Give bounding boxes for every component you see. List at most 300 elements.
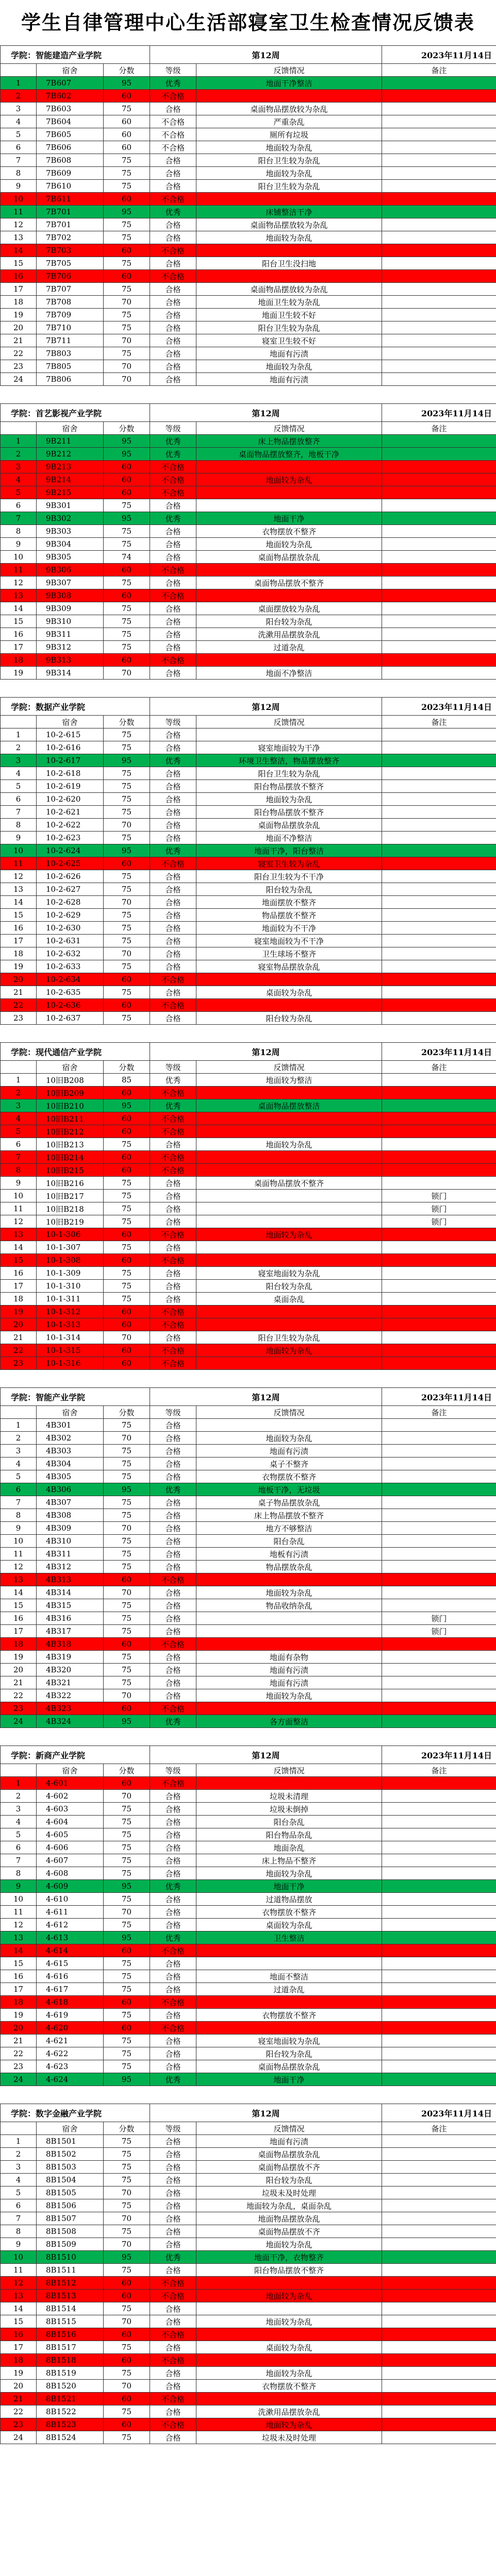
- room-number: 8B1513: [37, 2290, 104, 2302]
- feedback: 地面较为杂乱: [196, 141, 382, 154]
- table-row: [1, 999, 496, 1012]
- table-row: [1, 1419, 496, 1432]
- remark: [382, 806, 496, 819]
- room-number: 4-619: [37, 2009, 104, 2022]
- grade: 合格: [150, 819, 196, 832]
- table-row: [1, 103, 496, 115]
- column-header-index: [1, 1764, 37, 1777]
- room-number: 7B711: [37, 334, 104, 347]
- remark: [382, 1164, 496, 1177]
- row-index: 21: [1, 1331, 37, 1344]
- room-number: 8B1508: [37, 2225, 104, 2238]
- feedback: 衣物摆放不整齐: [196, 1470, 382, 1483]
- row-index: 17: [1, 283, 37, 296]
- feedback: 桌子物品摆放杂乱: [196, 1496, 382, 1509]
- grade: 优秀: [150, 754, 196, 767]
- table-row: [1, 2047, 496, 2060]
- score: 75: [104, 1816, 150, 1828]
- column-header-room: 宿舍: [37, 422, 104, 435]
- score: 60: [104, 2277, 150, 2290]
- grade: 合格: [150, 2174, 196, 2187]
- room-number: 9B309: [37, 602, 104, 615]
- remark: [382, 1676, 496, 1689]
- table-row: [1, 373, 496, 386]
- grade: 合格: [150, 1267, 196, 1280]
- score: 60: [104, 461, 150, 473]
- table-row: [1, 2199, 496, 2212]
- room-number: 10旧B217: [37, 1190, 104, 1202]
- room-number: 8B1524: [37, 2431, 104, 2444]
- remark: [382, 103, 496, 115]
- room-number: 7B709: [37, 309, 104, 321]
- table-row: [1, 2009, 496, 2022]
- table-row: [1, 1074, 496, 1087]
- room-number: 4-624: [37, 2073, 104, 2086]
- score: 75: [104, 1651, 150, 1664]
- grade: 不合格: [150, 1638, 196, 1651]
- grade: 合格: [150, 499, 196, 512]
- row-index: 3: [1, 754, 37, 767]
- score: 70: [104, 896, 150, 909]
- column-header-score: 分数: [104, 2122, 150, 2135]
- college-section: [0, 697, 496, 1025]
- table-row: [1, 1599, 496, 1612]
- table-row: [1, 960, 496, 973]
- remark: [382, 909, 496, 922]
- column-header-feedback: 反馈情况: [196, 2122, 382, 2135]
- room-number: 4B311: [37, 1548, 104, 1561]
- remark: [382, 2431, 496, 2444]
- table-row: [1, 2405, 496, 2418]
- remark: [382, 309, 496, 321]
- table-row: [1, 154, 496, 167]
- room-number: 10-2-634: [37, 973, 104, 986]
- grade: 优秀: [150, 1099, 196, 1112]
- row-index: 2: [1, 1087, 37, 1099]
- feedback: 桌面物品摆放不齐: [196, 2161, 382, 2174]
- feedback: [196, 728, 382, 741]
- grade: 优秀: [150, 512, 196, 525]
- row-index: 1: [1, 1074, 37, 1087]
- room-number: 4B324: [37, 1715, 104, 1728]
- column-header-index: [1, 422, 37, 435]
- room-number: 10-1-315: [37, 1344, 104, 1357]
- column-header-grade: 等级: [150, 1406, 196, 1419]
- row-index: 22: [1, 1689, 37, 1702]
- remark: [382, 1331, 496, 1344]
- feedback: 地面干净: [196, 512, 382, 525]
- remark: [382, 499, 496, 512]
- remark: [382, 1470, 496, 1483]
- feedback: 地面较为杂乱: [196, 1138, 382, 1151]
- feedback: 桌面摆放较为杂乱: [196, 602, 382, 615]
- row-index: 1: [1, 1777, 37, 1790]
- feedback: 阳台较为杂乱: [196, 1012, 382, 1025]
- feedback: 地面有污渍: [196, 1445, 382, 1458]
- room-number: 7B611: [37, 193, 104, 206]
- grade: 合格: [150, 360, 196, 373]
- column-header-score: 分数: [104, 1406, 150, 1419]
- room-number: 10旧B214: [37, 1151, 104, 1164]
- row-index: 12: [1, 2277, 37, 2290]
- grade: 合格: [150, 1432, 196, 1445]
- remark: [382, 2161, 496, 2174]
- grade: 合格: [150, 1893, 196, 1906]
- row-index: 21: [1, 334, 37, 347]
- row-index: 7: [1, 1854, 37, 1867]
- feedback: 地面干净，阳台整洁: [196, 844, 382, 857]
- grade: 不合格: [150, 115, 196, 128]
- row-index: 7: [1, 806, 37, 819]
- room-number: 8B1512: [37, 2277, 104, 2290]
- grade: 不合格: [150, 1151, 196, 1164]
- table-row: [1, 2341, 496, 2354]
- row-index: 10: [1, 551, 37, 564]
- room-number: 10-1-307: [37, 1241, 104, 1254]
- feedback: [196, 1087, 382, 1099]
- table-row: [1, 1970, 496, 1983]
- feedback: [196, 1777, 382, 1790]
- remark: [382, 1151, 496, 1164]
- score: 75: [104, 2341, 150, 2354]
- table-row: [1, 1496, 496, 1509]
- row-index: 11: [1, 1202, 37, 1215]
- date-label: 2023年11月14日: [382, 1746, 496, 1764]
- feedback: [196, 1612, 382, 1625]
- table-row: [1, 1561, 496, 1573]
- remark: [382, 2035, 496, 2047]
- feedback: 地面不净整洁: [196, 667, 382, 680]
- score: 75: [104, 1983, 150, 1996]
- room-number: 8B1507: [37, 2212, 104, 2225]
- row-index: 3: [1, 461, 37, 473]
- row-index: 11: [1, 564, 37, 577]
- score: 60: [104, 1702, 150, 1715]
- grade: 不合格: [150, 2418, 196, 2431]
- room-number: 4-616: [37, 1970, 104, 1983]
- room-number: 10-1-310: [37, 1280, 104, 1293]
- score: 75: [104, 283, 150, 296]
- row-index: 23: [1, 1357, 37, 1370]
- grade: 合格: [150, 1241, 196, 1254]
- row-index: 7: [1, 2212, 37, 2225]
- table-row: [1, 1087, 496, 1099]
- score: 75: [104, 1496, 150, 1509]
- room-number: 9B306: [37, 564, 104, 577]
- remark: [382, 1509, 496, 1522]
- grade: 合格: [150, 728, 196, 741]
- score: 60: [104, 128, 150, 141]
- room-number: 4B312: [37, 1561, 104, 1573]
- row-index: 15: [1, 1957, 37, 1970]
- row-index: 1: [1, 77, 37, 90]
- grade: 合格: [150, 321, 196, 334]
- table-row: [1, 1854, 496, 1867]
- row-index: 4: [1, 767, 37, 780]
- score: 75: [104, 793, 150, 806]
- room-number: 8B1520: [37, 2380, 104, 2393]
- remark: 锁门: [382, 1202, 496, 1215]
- remark: [382, 832, 496, 844]
- row-index: 16: [1, 270, 37, 283]
- table-row: [1, 1841, 496, 1854]
- room-number: 4B315: [37, 1599, 104, 1612]
- score: 75: [104, 2135, 150, 2148]
- score: 60: [104, 2328, 150, 2341]
- room-number: 4B322: [37, 1689, 104, 1702]
- grade: 合格: [150, 1689, 196, 1702]
- room-number: 10旧B219: [37, 1215, 104, 1228]
- room-number: 9B312: [37, 641, 104, 654]
- grade: 合格: [150, 1651, 196, 1664]
- row-index: 20: [1, 321, 37, 334]
- remark: [382, 667, 496, 680]
- score: 95: [104, 1880, 150, 1893]
- row-index: 1: [1, 728, 37, 741]
- grade: 合格: [150, 2009, 196, 2022]
- remark: [382, 1254, 496, 1267]
- feedback: 地板有污渍: [196, 1548, 382, 1561]
- table-row: [1, 1445, 496, 1458]
- grade: 合格: [150, 806, 196, 819]
- table-row: [1, 1306, 496, 1318]
- college-name: 学院：智能产业学院: [1, 1388, 150, 1406]
- table-row: [1, 667, 496, 680]
- score: 95: [104, 1099, 150, 1112]
- score: 75: [104, 832, 150, 844]
- column-header-index: [1, 716, 37, 728]
- grade: 不合格: [150, 1306, 196, 1318]
- feedback: [196, 2328, 382, 2341]
- remark: [382, 1074, 496, 1087]
- room-number: 7B603: [37, 103, 104, 115]
- grade: 合格: [150, 2238, 196, 2251]
- row-index: 2: [1, 90, 37, 103]
- score: 60: [104, 244, 150, 257]
- column-header-grade: 等级: [150, 422, 196, 435]
- table-row: [1, 577, 496, 589]
- room-number: 4B314: [37, 1586, 104, 1599]
- table-row: [1, 767, 496, 780]
- remark: [382, 1919, 496, 1931]
- grade: 合格: [150, 1625, 196, 1638]
- remark: [382, 283, 496, 296]
- row-index: 14: [1, 896, 37, 909]
- score: 75: [104, 1012, 150, 1025]
- table-row: [1, 347, 496, 360]
- remark: [382, 193, 496, 206]
- column-header-score: 分数: [104, 422, 150, 435]
- room-number: 10-2-618: [37, 767, 104, 780]
- row-index: 2: [1, 2148, 37, 2161]
- feedback: 寝室地面较为不干净: [196, 935, 382, 947]
- grade: 不合格: [150, 654, 196, 667]
- remark: [382, 90, 496, 103]
- score: 95: [104, 1483, 150, 1496]
- row-index: 23: [1, 2060, 37, 2073]
- row-index: 13: [1, 231, 37, 244]
- row-index: 3: [1, 1803, 37, 1816]
- score: 75: [104, 2009, 150, 2022]
- column-header-remark: 备注: [382, 2122, 496, 2135]
- grade: 不合格: [150, 486, 196, 499]
- grade: 合格: [150, 1612, 196, 1625]
- row-index: 5: [1, 128, 37, 141]
- score: 75: [104, 2174, 150, 2187]
- feedback: 阳台卫生较为杂乱: [196, 154, 382, 167]
- table-row: [1, 602, 496, 615]
- score: 70: [104, 1689, 150, 1702]
- room-number: 10旧B215: [37, 1164, 104, 1177]
- table-row: [1, 615, 496, 628]
- remark: [382, 857, 496, 870]
- score: 75: [104, 767, 150, 780]
- room-number: 4B305: [37, 1470, 104, 1483]
- row-index: 11: [1, 206, 37, 218]
- college-name: 学院：数据产业学院: [1, 698, 150, 716]
- feedback: 地面较为杂乱: [196, 2367, 382, 2380]
- room-number: 4-606: [37, 1841, 104, 1854]
- remark: [382, 1561, 496, 1573]
- feedback: [196, 1318, 382, 1331]
- row-index: 16: [1, 1612, 37, 1625]
- feedback: 地面卫生较不好: [196, 309, 382, 321]
- score: 75: [104, 1803, 150, 1816]
- remark: [382, 1344, 496, 1357]
- table-row: [1, 538, 496, 551]
- row-index: 22: [1, 2047, 37, 2060]
- remark: [382, 1664, 496, 1676]
- room-number: 8B1518: [37, 2354, 104, 2367]
- room-number: 10-2-621: [37, 806, 104, 819]
- feedback: 地面干净: [196, 1880, 382, 1893]
- room-number: 10-2-616: [37, 741, 104, 754]
- row-index: 2: [1, 741, 37, 754]
- remark: [382, 1841, 496, 1854]
- room-number: 9B314: [37, 667, 104, 680]
- feedback: 寝室卫生较为杂乱: [196, 857, 382, 870]
- feedback: 地面较为杂乱: [196, 473, 382, 486]
- score: 60: [104, 1777, 150, 1790]
- remark: [382, 1573, 496, 1586]
- feedback: [196, 2277, 382, 2290]
- row-index: 17: [1, 1983, 37, 1996]
- table-row: [1, 257, 496, 270]
- grade: 合格: [150, 283, 196, 296]
- row-index: 10: [1, 193, 37, 206]
- room-number: 8B1523: [37, 2418, 104, 2431]
- table-row: [1, 973, 496, 986]
- remark: [382, 1087, 496, 1099]
- grade: 合格: [150, 2135, 196, 2148]
- grade: 不合格: [150, 1357, 196, 1370]
- score: 75: [104, 1293, 150, 1306]
- feedback: [196, 2022, 382, 2035]
- room-number: 4B304: [37, 1458, 104, 1470]
- row-index: 5: [1, 1470, 37, 1483]
- score: 60: [104, 473, 150, 486]
- row-index: 13: [1, 883, 37, 896]
- room-number: 4-604: [37, 1816, 104, 1828]
- table-row: [1, 1957, 496, 1970]
- row-index: 20: [1, 973, 37, 986]
- grade: 合格: [150, 577, 196, 589]
- score: 75: [104, 1561, 150, 1573]
- score: 75: [104, 1599, 150, 1612]
- section-header-row: [1, 404, 496, 422]
- score: 60: [104, 2393, 150, 2405]
- feedback: [196, 973, 382, 986]
- section-header-row: [1, 698, 496, 716]
- table-row: [1, 2187, 496, 2199]
- table-row: [1, 780, 496, 793]
- score: 60: [104, 589, 150, 602]
- table-row: [1, 321, 496, 334]
- room-number: 4B303: [37, 1445, 104, 1458]
- table-row: [1, 947, 496, 960]
- remark: [382, 2174, 496, 2187]
- table-row: [1, 1125, 496, 1138]
- remark: [382, 1458, 496, 1470]
- row-index: 20: [1, 2380, 37, 2393]
- column-header-remark: 备注: [382, 716, 496, 728]
- room-number: 10-1-311: [37, 1293, 104, 1306]
- room-number: 8B1519: [37, 2367, 104, 2380]
- score: 75: [104, 615, 150, 628]
- table-row: [1, 654, 496, 667]
- feedback: 阳台较为杂乱: [196, 1280, 382, 1293]
- column-header-feedback: 反馈情况: [196, 1061, 382, 1074]
- row-index: 11: [1, 1906, 37, 1919]
- score: 75: [104, 2047, 150, 2060]
- feedback: 物品收纳杂乱: [196, 1599, 382, 1612]
- grade: 合格: [150, 2302, 196, 2315]
- room-number: 4-610: [37, 1893, 104, 1906]
- row-index: 12: [1, 1561, 37, 1573]
- remark: [382, 2212, 496, 2225]
- room-number: 10-1-312: [37, 1306, 104, 1318]
- score: 60: [104, 1318, 150, 1331]
- grade: 合格: [150, 2212, 196, 2225]
- table-row: [1, 1790, 496, 1803]
- grade: 合格: [150, 1458, 196, 1470]
- table-row: [1, 2393, 496, 2405]
- grade: 合格: [150, 1331, 196, 1344]
- grade: 合格: [150, 2380, 196, 2393]
- table-row: [1, 1535, 496, 1548]
- score: 75: [104, 1202, 150, 1215]
- remark: [382, 2367, 496, 2380]
- feedback: 桌面较为杂乱: [196, 2341, 382, 2354]
- remark: [382, 2060, 496, 2073]
- room-number: 9B301: [37, 499, 104, 512]
- row-index: 23: [1, 360, 37, 373]
- room-number: 8B1506: [37, 2199, 104, 2212]
- feedback: 衣物摆放不整齐: [196, 2380, 382, 2393]
- table-row: [1, 728, 496, 741]
- feedback: 桌面杂乱: [196, 1293, 382, 1306]
- score: 75: [104, 2060, 150, 2073]
- remark: [382, 1715, 496, 1728]
- score: 95: [104, 435, 150, 448]
- column-header-row: [1, 2122, 496, 2135]
- column-header-remark: 备注: [382, 1061, 496, 1074]
- remark: [382, 115, 496, 128]
- room-number: 9B302: [37, 512, 104, 525]
- score: 75: [104, 1970, 150, 1983]
- table-row: [1, 499, 496, 512]
- table-row: [1, 754, 496, 767]
